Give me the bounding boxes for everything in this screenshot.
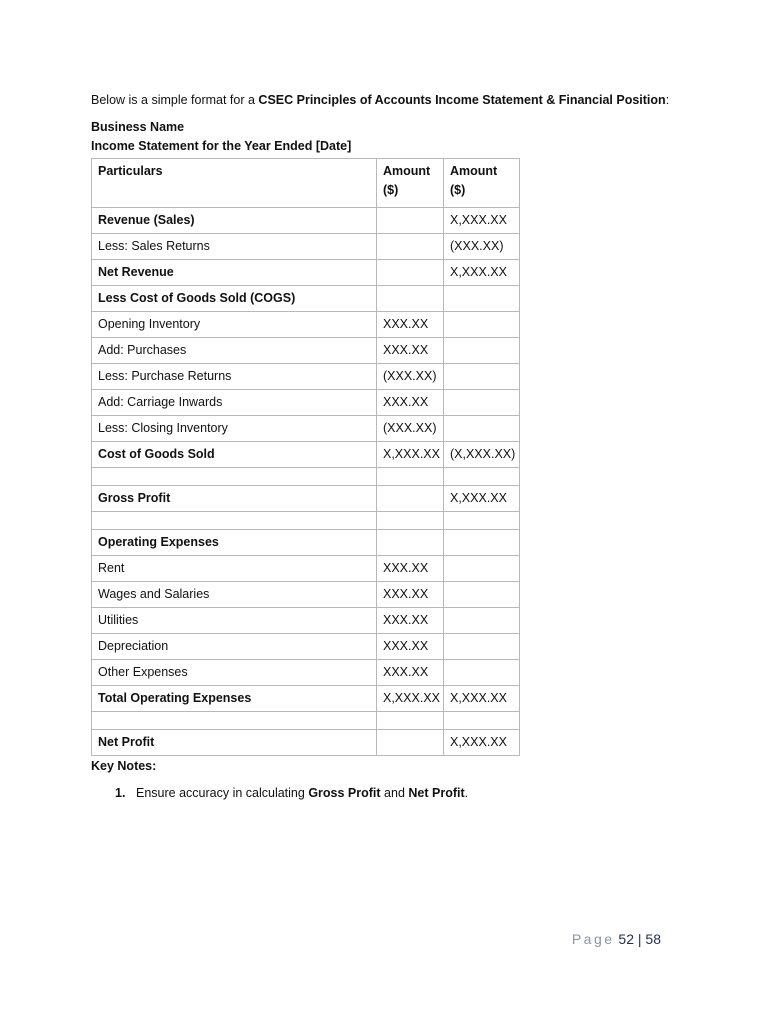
header-particulars: Particulars xyxy=(92,159,377,208)
table-row xyxy=(92,338,520,364)
table-row xyxy=(92,556,520,582)
income-statement-table xyxy=(91,158,520,756)
row-amount-1: X,XXX.XX xyxy=(377,442,444,468)
row-amount-2 xyxy=(444,634,520,660)
note-text: Ensure accuracy in calculating xyxy=(136,786,309,800)
row-amount-2 xyxy=(444,556,520,582)
intro-suffix: : xyxy=(665,93,670,107)
empty-cell xyxy=(444,468,520,486)
row-amount-1: XXX.XX xyxy=(377,390,444,416)
row-amount-2 xyxy=(444,530,520,556)
row-amount-2 xyxy=(444,660,520,686)
page-label: Page xyxy=(571,931,615,947)
note-bold-gross-profit: Gross Profit xyxy=(308,786,381,800)
row-amount-1: XXX.XX xyxy=(377,582,444,608)
list-item-number: 1. xyxy=(115,786,126,800)
table-row xyxy=(92,486,520,512)
row-amount-2 xyxy=(444,312,520,338)
row-amount-2 xyxy=(444,338,520,364)
row-amount-2: X,XXX.XX xyxy=(444,260,520,286)
row-amount-2 xyxy=(444,286,520,312)
row-amount-2 xyxy=(444,608,520,634)
empty-cell xyxy=(444,512,520,530)
table-row xyxy=(92,234,520,260)
key-notes-list xyxy=(91,784,681,802)
empty-cell xyxy=(92,712,377,730)
row-amount-1: X,XXX.XX xyxy=(377,686,444,712)
row-amount-1 xyxy=(377,208,444,234)
note-bold-net-profit: Net Profit xyxy=(408,786,465,800)
row-label: Less Cost of Goods Sold (COGS) xyxy=(92,286,377,312)
page-separator: | xyxy=(637,931,642,947)
table-row xyxy=(92,364,520,390)
row-amount-1: (XXX.XX) xyxy=(377,416,444,442)
page-total: 58 xyxy=(645,931,661,947)
row-amount-2 xyxy=(444,390,520,416)
row-label: Less: Sales Returns xyxy=(92,234,377,260)
row-amount-2: (XXX.XX) xyxy=(444,234,520,260)
intro-text: Below is a simple format for a xyxy=(91,93,259,107)
document-body xyxy=(91,90,681,802)
row-label: Operating Expenses xyxy=(92,530,377,556)
table-row xyxy=(92,608,520,634)
row-label: Utilities xyxy=(92,608,377,634)
table-row xyxy=(92,634,520,660)
row-label: Depreciation xyxy=(92,634,377,660)
table-spacer-row xyxy=(92,512,520,530)
row-label: Revenue (Sales) xyxy=(92,208,377,234)
table-row xyxy=(92,390,520,416)
table-row xyxy=(92,660,520,686)
header-amount-2: Amount ($) xyxy=(444,159,520,208)
page-current: 52 xyxy=(618,931,634,947)
table-row xyxy=(92,416,520,442)
row-amount-1 xyxy=(377,260,444,286)
row-label: Rent xyxy=(92,556,377,582)
row-amount-2: X,XXX.XX xyxy=(444,208,520,234)
list-item xyxy=(91,784,681,802)
table-row xyxy=(92,312,520,338)
empty-cell xyxy=(92,512,377,530)
list-item-text xyxy=(136,784,468,802)
row-amount-2 xyxy=(444,416,520,442)
row-amount-1: (XXX.XX) xyxy=(377,364,444,390)
table-row xyxy=(92,208,520,234)
table-row xyxy=(92,686,520,712)
table-row xyxy=(92,582,520,608)
row-amount-2: X,XXX.XX xyxy=(444,730,520,756)
note-text-and: and xyxy=(380,786,409,800)
row-label: Add: Purchases xyxy=(92,338,377,364)
row-amount-1: XXX.XX xyxy=(377,338,444,364)
note-text-end: . xyxy=(464,786,469,800)
table-row xyxy=(92,286,520,312)
row-amount-1 xyxy=(377,234,444,260)
row-label: Opening Inventory xyxy=(92,312,377,338)
row-label: Total Operating Expenses xyxy=(92,686,377,712)
table-spacer-row xyxy=(92,468,520,486)
key-notes-title: Key Notes: xyxy=(91,759,157,773)
row-amount-1 xyxy=(377,730,444,756)
table-row xyxy=(92,442,520,468)
table-row xyxy=(92,260,520,286)
row-amount-1: XXX.XX xyxy=(377,312,444,338)
table-row xyxy=(92,730,520,756)
row-amount-2: X,XXX.XX xyxy=(444,486,520,512)
empty-cell xyxy=(377,712,444,730)
row-label: Add: Carriage Inwards xyxy=(92,390,377,416)
empty-cell xyxy=(377,468,444,486)
row-amount-1: XXX.XX xyxy=(377,556,444,582)
row-amount-1 xyxy=(377,286,444,312)
row-amount-1: XXX.XX xyxy=(377,660,444,686)
row-amount-1: XXX.XX xyxy=(377,608,444,634)
header-amount-1: Amount ($) xyxy=(377,159,444,208)
row-amount-2 xyxy=(444,582,520,608)
row-amount-1 xyxy=(377,530,444,556)
intro-bold-title: CSEC Principles of Accounts Income Statement & Financial Position xyxy=(258,93,666,107)
statement-title: Income Statement for the Year Ended [Date] xyxy=(91,139,352,153)
row-label: Cost of Goods Sold xyxy=(92,442,377,468)
business-name: Business Name xyxy=(91,120,185,134)
row-label: Less: Purchase Returns xyxy=(92,364,377,390)
empty-cell xyxy=(444,712,520,730)
row-amount-2: (X,XXX.XX) xyxy=(444,442,520,468)
empty-cell xyxy=(377,512,444,530)
row-label: Net Revenue xyxy=(92,260,377,286)
row-amount-1 xyxy=(377,486,444,512)
row-label: Wages and Salaries xyxy=(92,582,377,608)
row-label: Less: Closing Inventory xyxy=(92,416,377,442)
row-amount-1: XXX.XX xyxy=(377,634,444,660)
row-label: Net Profit xyxy=(92,730,377,756)
page-footer xyxy=(572,931,661,947)
intro-paragraph xyxy=(91,90,681,110)
empty-cell xyxy=(92,468,377,486)
row-label: Gross Profit xyxy=(92,486,377,512)
table-row xyxy=(92,530,520,556)
table-spacer-row xyxy=(92,712,520,730)
table-header-row xyxy=(92,159,520,208)
row-label: Other Expenses xyxy=(92,660,377,686)
row-amount-2: X,XXX.XX xyxy=(444,686,520,712)
row-amount-2 xyxy=(444,364,520,390)
